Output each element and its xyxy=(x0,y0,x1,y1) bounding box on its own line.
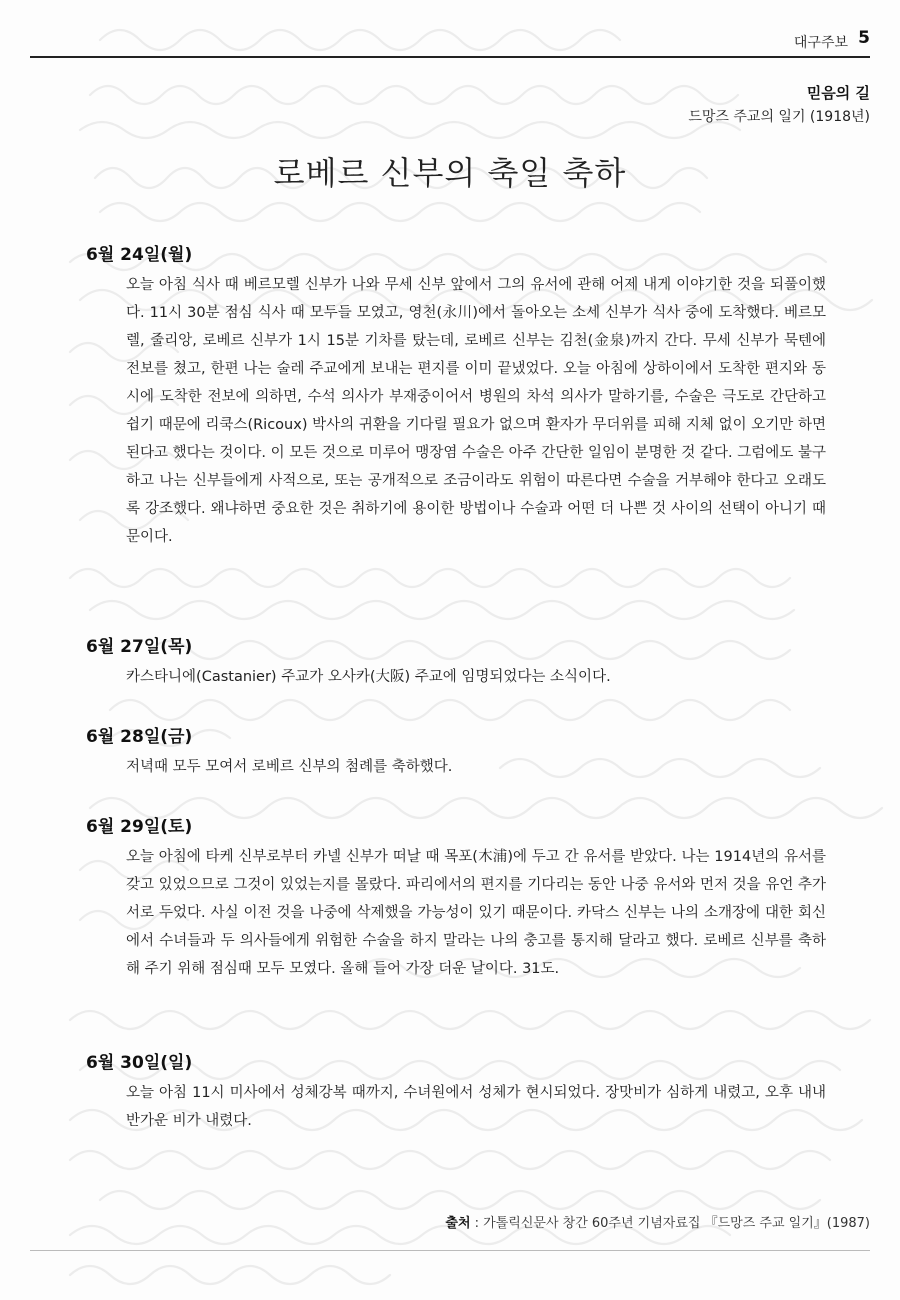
entry-date: 6월 27일(목) xyxy=(86,637,193,657)
entry-body: 오늘 아침 11시 미사에서 성체강복 때까지, 수녀원에서 성체가 현시되었다. 장맛비가 심하게 내렸고, 오후 내내 반가운 비가 내렸다. xyxy=(126,1085,826,1129)
entry-date: 6월 28일(금) xyxy=(86,727,193,747)
entry-date: 6월 29일(토) xyxy=(86,817,193,837)
entry-body: 카스타니에(Castanier) 주교가 오사카(大阪) 주교에 임명되었다는 소식이다. xyxy=(126,669,611,685)
source-citation xyxy=(445,1212,870,1231)
diary-entry-0624 xyxy=(86,240,826,551)
diary-entry-0628 xyxy=(86,722,826,781)
page-number: 5 xyxy=(858,28,870,48)
source-label: 출처 xyxy=(445,1216,471,1231)
diary-entry-0627 xyxy=(86,632,826,691)
source-text: : 가톨릭신문사 창간 60주년 기념자료집 『드망즈 주교 일기』(1987) xyxy=(470,1216,870,1231)
entry-date: 6월 24일(월) xyxy=(86,245,193,265)
entry-date: 6월 30일(일) xyxy=(86,1053,193,1073)
article-title: 로베르 신부의 축일 축하 xyxy=(273,154,627,192)
entry-body: 저녁때 모두 모여서 로베르 신부의 첨례를 축하했다. xyxy=(126,759,453,775)
page-header xyxy=(30,28,870,58)
diary-entry-0630 xyxy=(86,1048,826,1135)
entry-body: 오늘 아침 식사 때 베르모렐 신부가 나와 무세 신부 앞에서 그의 유서에 관해 어제 내게 이야기한 것을 되풀이했다. 11시 30분 점심 식사 때 모두들 모였고, 영천(永川)에서 돌아오는 소세 신부가 식사 중에 도착했다. 베르모렐, 줄리앙, 로베르 신부가 1시 15분 기차를 탔는데, 로베르 신부는 김천(金泉)까지 간다. 무세 신부가 묵텐에 전보를 쳤고, 한편 나는 술레 주교에게 보내는 편지를 이미 끝냈었다. 오늘 아침에 상하이에서 도착한 편지와 동시에 도착한 전보에 의하면, 수석 의사가 부재중이어서 병원의 차석 의사가 말하기를, 수술은 극도로 간단하고 쉽기 때문에 리쿡스(Ricoux) 박사의 귀환을 기다릴 필요가 없으며 환자가 무더위를 피해 지체 없이 오기만 하면 된다고 했다는 것이다. 이 모든 것으로 미루어 맹장염 수술은 아주 간단한 일임이 분명한 것 같다. 그럼에도 불구하고 나는 신부들에게 사적으로, 또는 공개적으로 조금이라도 위험이 따른다면 수술을 거부해야 한다고 오래도록 강조했다. 왜냐하면 중요한 것은 취하기에 용이한 방법이나 수술과 어떤 더 나쁜 것 사이의 선택이 아니기 때문이다. xyxy=(126,277,826,545)
publication-name: 대구주보 xyxy=(793,35,848,51)
footer-divider xyxy=(30,1250,870,1251)
diary-entry-0629 xyxy=(86,812,826,983)
series-subtitle: 드망즈 주교의 일기 (1918년) xyxy=(688,109,870,125)
section-label: 믿음의 길 xyxy=(806,84,870,102)
entry-body: 오늘 아침에 타케 신부로부터 카넬 신부가 떠날 때 목포(木浦)에 두고 간 유서를 받았다. 나는 1914년의 유서를 갖고 있었으므로 그것이 있었는지를 몰랐다. 파리에서의 편지를 기다리는 동안 나중 유서와 먼저 것을 유언 추가서로 두었다. 사실 이전 것을 나중에 삭제했을 가능성이 있기 때문이다. 카닥스 신부는 나의 소개장에 대한 회신에서 수녀들과 두 의사들에게 위험한 수술을 하지 말라는 나의 충고를 통지해 달라고 했다. 로베르 신부를 축하해 주기 위해 점심때 모두 모였다. 올해 들어 가장 더운 날이다. 31도. xyxy=(126,849,826,977)
